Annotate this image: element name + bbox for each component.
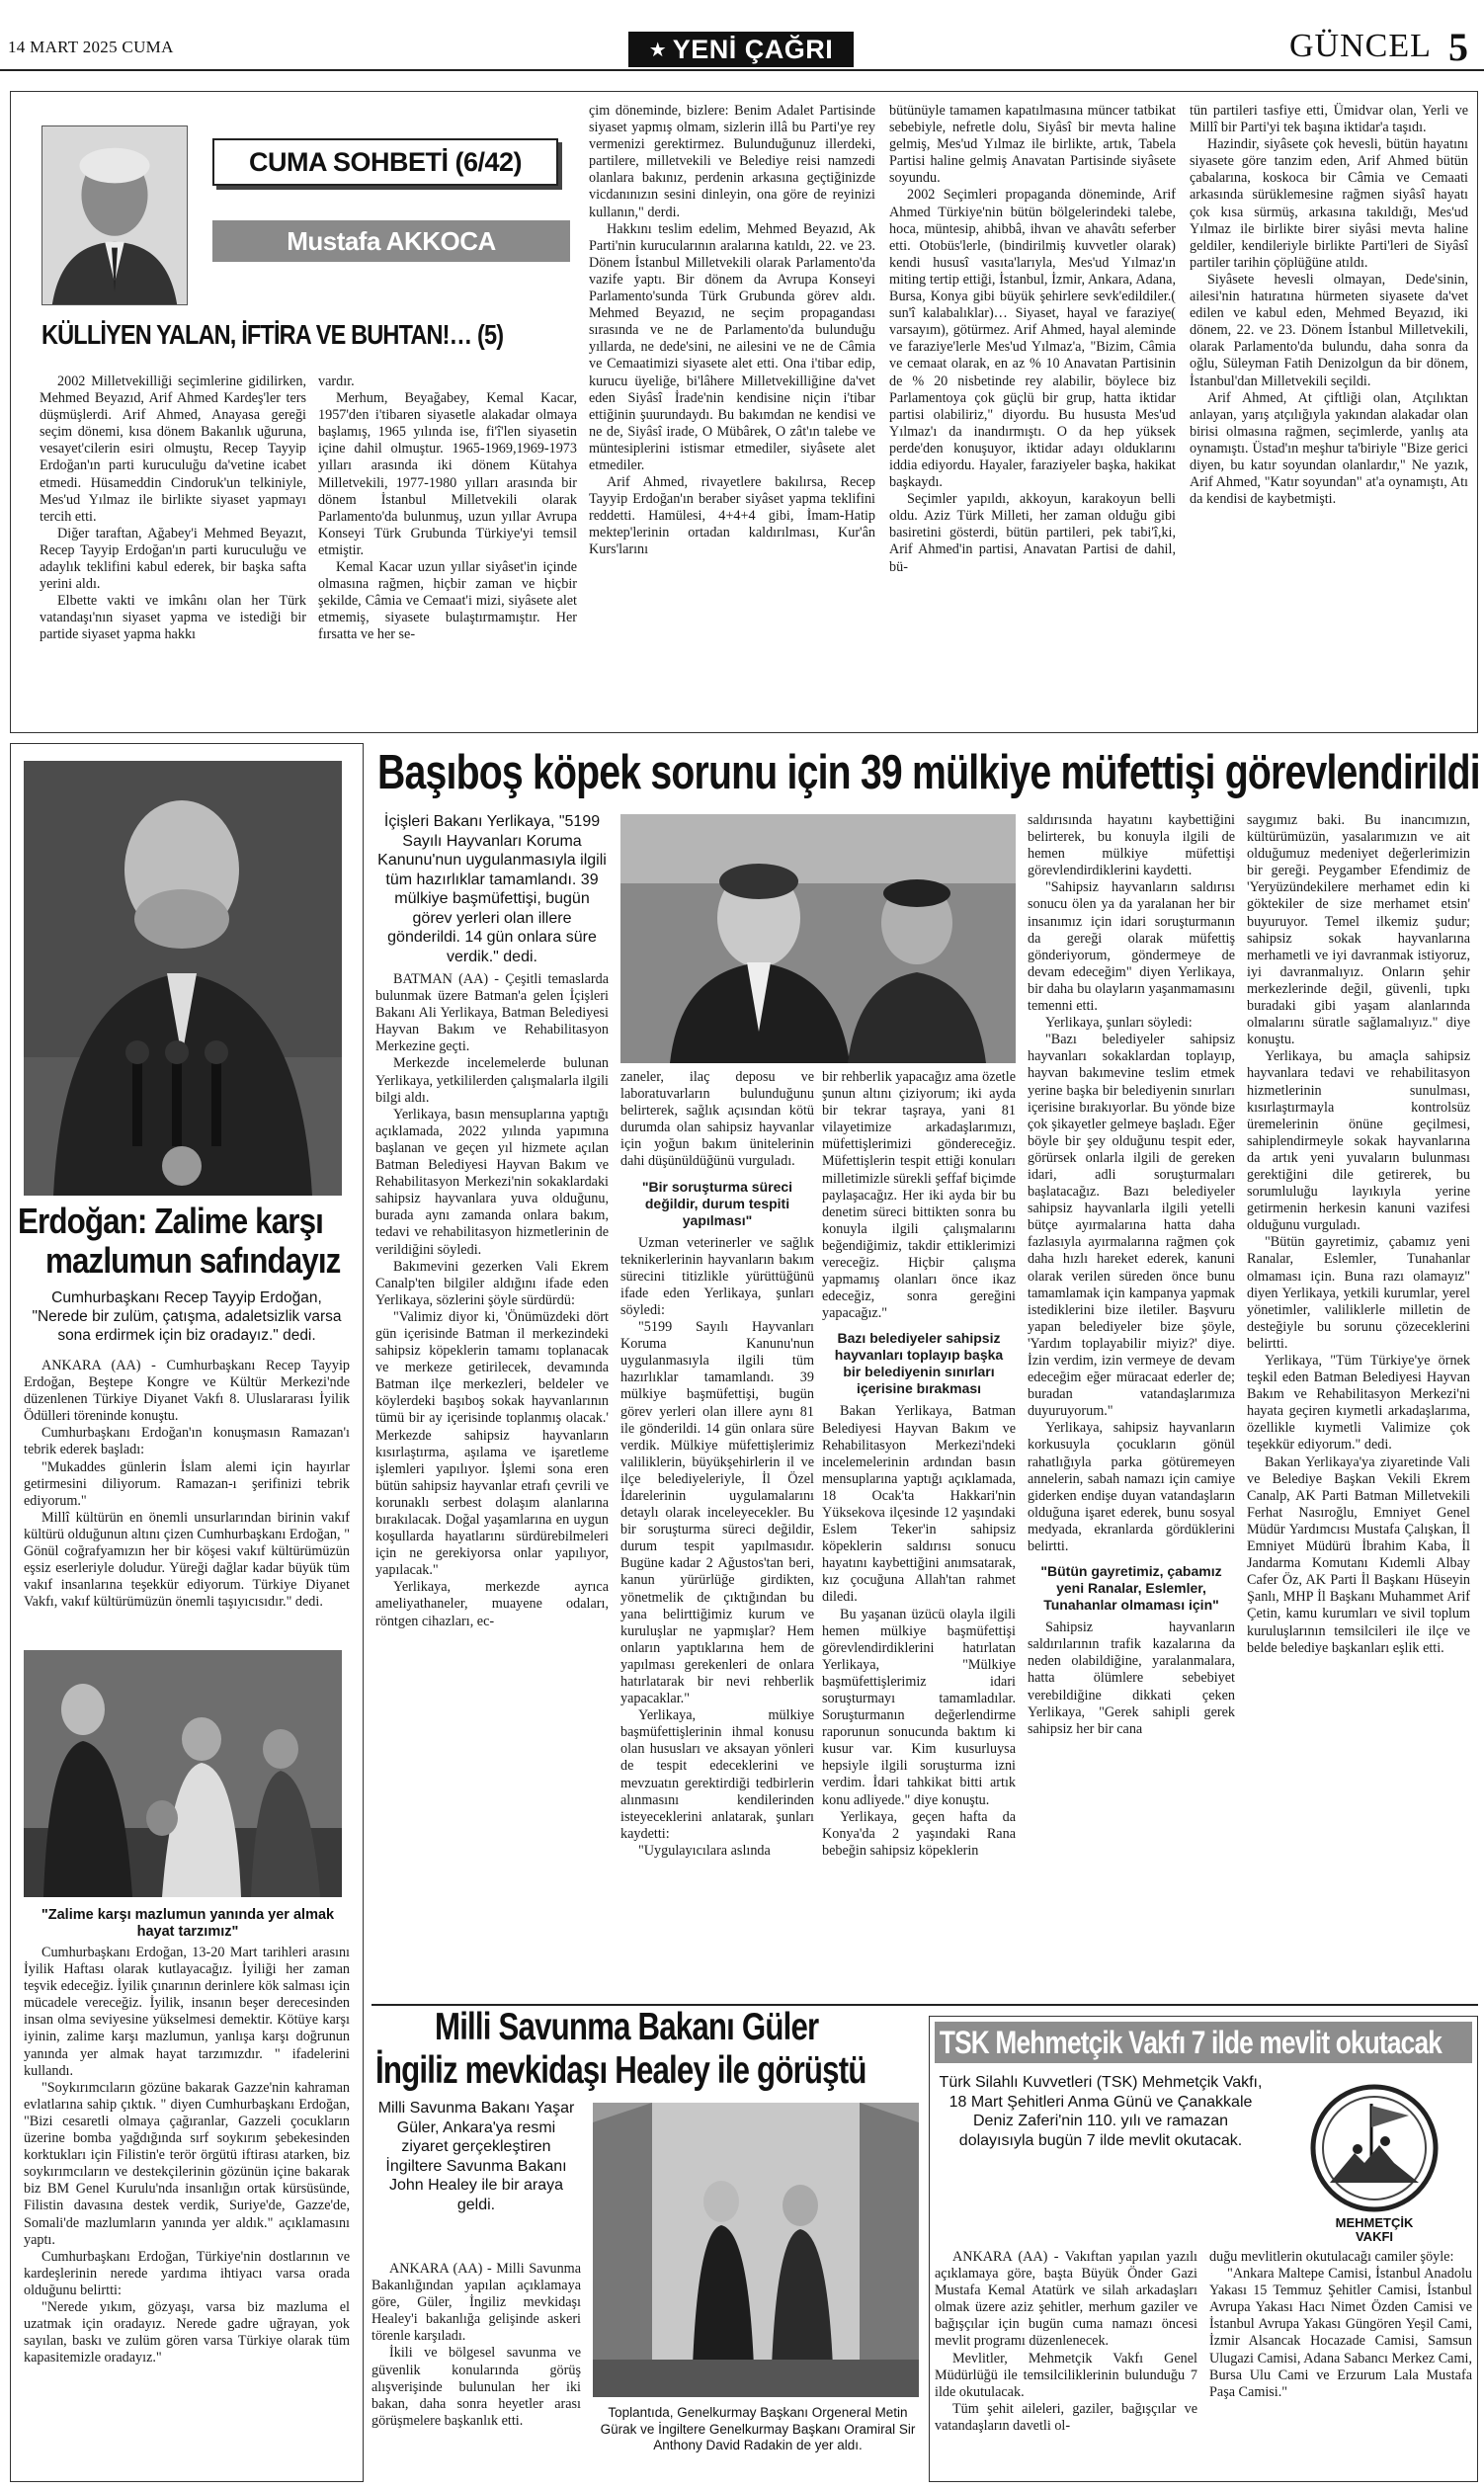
- paragraph: Bu yaşanan üzücü olayla ilgili hemen mülkiye başmüfettişi görevlendirdiklerini hatırlatan Yerlikaya, "Mülkiye başmüfettişlerimiz idari soruşturmayı tamamladılar. Soruşturmanın değerlendirme raporunun sonucunda baktım ki kusur var. Kim kusurluysa hepsiyle ilgili soruşturma izni verdim. İdari tahkikat bitti artık konu adliyede." diye konuştu.: [822, 1606, 1016, 1808]
- guler-body: [371, 2261, 581, 2484]
- paragraph: bütünüyle tamamen kapatılmasına müncer tatbikat sebebiyle, nefretle dolu, Siyâsî bir mevta haline gelmiş, Mes'ud Yılmaz ile birlikte, artık, Tabela Partisi haline gelmiş Anavatan Partisinde siyâsete soyundu.: [889, 103, 1176, 187]
- erdogan-photo: [24, 761, 342, 1196]
- dog-col1: [375, 971, 609, 1994]
- paragraph: "Bütün gayretimiz, çabamız yeni Ranalar, Eslemler, Tunahanlar olmaması için. Buna razı olamayız" diyen Yerlikaya, yetkili kurumlar, yerel yönetimler, valiliklerle milletin de desteğiyle bu sorunu çözeceklerini belirtti.: [1247, 1234, 1470, 1352]
- section-title: GÜNCEL: [1289, 28, 1432, 64]
- paragraph: Bakan Yerlikaya'ya ziyaretinde Vali ve Belediye Başkan Vekili Ekrem Canalp, AK Parti Batman Milletvekili Ferhat Nasıroğlu, Emniyet Genel Müdür Yardımcısı Mustafa Çalışkan, İl Emniyet Müdürü İbrahim Kaba, İl Jandarma Komutanı Kıdemli Albay Cafer Öz, AK Parti İl Başkanı Hüseyin Şanlı, MHP İl Başkanı Muhammet Arif Çetin, kamu kurumları ve sivil toplum kuruluşlarının temsilcileri ile ilçe ve belde belediye başkanları eşlik etti.: [1247, 1453, 1470, 1656]
- column-article-col3: [589, 103, 875, 725]
- paragraph: Yerlikaya, sahipsiz hayvanların korkusuyla çocukların gönül rahatlığıyla parka götüremeyen annelerin, sabah namazı için camiye giderken endişe duyan vatandaşların olduğuna işaret ederek, bunu sosyal medyada, ekranlarda gördüklerini belirtti.: [1028, 1420, 1235, 1555]
- logo-star-icon: ★: [648, 39, 667, 61]
- dog-col4-subhead: "Bütün gayretimiz, çabamız yeni Ranalar, Eslemler, Tunahanlar olmaması için": [1040, 1563, 1222, 1614]
- guler-lead: Milli Savunma Bakanı Yaşar Güler, Ankara'ya resmi ziyaret gerçekleştiren İngiltere Savunma Bakanı John Healey ile bir araya geldi.: [377, 2100, 575, 2213]
- column-article-col5: [1190, 103, 1468, 725]
- mehmetcik-vakfi-logo-text: MEHMETÇİK VAKFI: [1335, 2215, 1414, 2244]
- paragraph: 2002 Milletvekilliği seçimlerine gidilirken, Mehmed Beyazıd, Arif Ahmed Kardeş'ler ters düşmüşlerdi. Arif Ahmed, Anayasa gereği seçim dönemi, kısa dönem Bakanlık uğuruna, vesayet'cilerin esiri olmuştu, Recep Tayyip Erdoğan'ın parti kuruculuğu da'vetine icabet etmedi. Hüsameddin Cindoruk'un telkiniyle, Mes'ud Yılmaz ile birlikte siyaset yapmayı tercih etti.: [40, 374, 306, 525]
- paragraph: BATMAN (AA) - Çeşitli temaslarda bulunmak üzere Batman'a gelen İçişleri Bakanı Ali Yerlikaya, Batman Belediyesi Hayvan Bakım ve Rehabilitasyon Merkezine geçti.: [375, 971, 609, 1055]
- author-photo: [41, 125, 188, 305]
- tsk-col2: [1209, 2249, 1472, 2478]
- paragraph: "Valimiz diyor ki, 'Önümüzdeki dört gün içerisinde Batman il merkezindeki sahipsiz köpeklerin tamamı toplanacak ve merkeze getirilecek, devamında Batman ilçe merkezleri, beldeler ve köylerdeki başıboş sokak hayvanlarının tümü bir ay içerisinde toplanmış olacak.' Merkezde sahipsiz hayvanların kısırlaştırma, aşılama ve işaretleme işlemleri yapılıyor. İşlemi sona eren bütün sahipsiz hayvanlar etrafı çevrili ve korunaklı serbest dolaşım alanlarına bırakılacak. Doğal yaşamlarına en uygun koşullarda hayatlarını sürdürebilmeleri için ne gerekiyorsa onlar yapılıyor, yapılacak.": [375, 1308, 609, 1579]
- paragraph: duğu mevlitlerin okutulacağı camiler şöyle:: [1209, 2249, 1454, 2265]
- paragraph: 2002 Seçimleri propaganda döneminde, Arif Ahmed Türkiye'nin bütün bölgelerindeki talebe, hoca, müntesip, ahibbâ, ihvan ve ahavâtı seferber etti. Otobüs'lerle, (bindirilmiş kuvvetler olarak) kendi hususî vasıta'larıyla, Mes'ud Yılmaz'ın miting tertip ettiği, İstanbul, İzmir, Ankara, Adana, Bursa, Konya gibi büyük şehirlere sevk'edildiler.( sun'î kalabalıklar)… Siyaset, hayal ve faraziye( varsayım), götürmez. Arif Ahmed, hayal aleminde ve faraziye'lerle Mes'ud Yılmaz'a, "Bizim, Câmia ve cemaat olarak, en az % 10 Anavatan Partisinin de % 20 nisbetinde rey alabilir, böylece biz Parlamentoya çok güçlü bir grup, hatta iktidar partisi olabiliriz," diyordu. Bu hususta Mes'ud Yılmaz'ı da inandırmıştı. O da hep yüksek perde'den konuşuyor, iktidar adayı olduklarını iddia ediyordu. Hayaler, faraziyeler başka, hakikat başkaydı.: [889, 187, 1176, 491]
- paragraph: Millî kültürün en önemli unsurlarından birinin vakıf kültürü olduğunun altını çizen Cumhurbaşkanı Erdoğan, " Gönül coğrafyamızın her bir köşesi vakıf kültürümüzün eşsiz eserleriyle doludur. Yüreği dağlar kadar büyük tüm vakıf insanlarına teşekkür ediyorum. Türkiye Diyanet Vakfı, vakıf kültürümüzün önemli taşıyıcısıdır." dedi.: [24, 1509, 350, 1611]
- paragraph: Yerlikaya, mülkiye başmüfettişlerinin ihmal konusu olan hususları ve aksayan yönleri de tespit edeceklerini ve mevzuatın gerektirdiği tedbirlerin alınmasını kendilerinden isteyeceklerini anlatarak, şunları kaydetti:: [620, 1707, 814, 1842]
- paragraph: Siyâsete hevesli olmayan, Dede'sinin, ailesi'nin hatıratına hürmeten siyasete da'vet edilen ve kabul eden, Mehmed Beyazıd, iki dönem, 22. ve 23. Dönem İstanbul Milletvekili, olarak Parlamento'da bulundu, daha sonra da oğlu, Süleyman Fatih Denizolgun da bir dönem, İstanbul'dan Milletvekili seçildi.: [1190, 271, 1468, 389]
- paragraph: Tüm şehit aileleri, gaziler, bağışçılar ve vatandaşların davetli ol-: [935, 2400, 1197, 2434]
- column-author-bar: Mustafa AKKOCA: [212, 220, 570, 262]
- paragraph: Cumhurbaşkanı Erdoğan, 13-20 Mart tarihleri arasını İyilik Haftası olarak kutlayacağız. İyiliği her zaman teşvik edeceğiz. İyilik çınarının derinlere kök salması için mücadele vereceğiz. İyilik, insanın beşer derecesinden insan olma seviyesine yükselmesi demektir. Kötüye karşı iyinin, zalime karşı mazlumun, yanlışa karşı doğrunun yanında yer almak hayat tarzımızdır. " ifadelerini kullandı.: [24, 1945, 350, 2079]
- column-article-col1: [40, 374, 306, 721]
- paragraph: tün partileri tasfiye etti, Ümidvar olan, Yerli ve Millî bir Parti'yi tek başına iktidar'a taşıdı.: [1190, 103, 1468, 136]
- soldiers-flag-icon: [1300, 2084, 1448, 2212]
- tsk-col1: [935, 2249, 1197, 2478]
- paragraph: Hazindir, siyâsete çok hevesli, bütün hayatını siyasete göre tanzim eden, Arif Ahmed bütün çabalarına, koskoca bir Câmia ve Cemaati arkasında sürüklemesine rağmen siyâsî hayatı çok kısa sürmüş, arkasına takıldığı, Mes'ud Yılmaz ile birlikte birer siyâsi mevta haline geldiler, kendileriyle birlikte Parti'leri de Siyâsî partiler tarihin çöplüğüne atıldı.: [1190, 136, 1468, 271]
- erdogan-lead: Cumhurbaşkanı Recep Tayyip Erdoğan, "Nerede bir zulüm, çatışma, adaletsizlik varsa sona erdirmek için biz oradayız." dedi.: [32, 1289, 342, 1344]
- erdogan-body2: [24, 1945, 350, 2476]
- paragraph: Arif Ahmed, At çiftliği olan, Atçılıktan anlayan, yarış atçılığıyla yakından alakadar olan birisi olmasına rağmen, seçimlerde, yanlış ata oynamıştı. Üstad'ın meşhur ta'biriyle "Bize gerici diyen, bu katır soyundan olanlardır," Ne yazık, Arif Ahmed, "Katır soyundan" at'a oynamıştı, Atı da kendisi de kaybetmişti.: [1190, 389, 1468, 508]
- page-number: 5: [1448, 25, 1468, 69]
- tsk-headline-bar: TSK Mehmetçik Vakfı 7 ilde mevlit okutacak: [935, 2022, 1472, 2063]
- dog-col2: [620, 1069, 814, 1998]
- paragraph: ANKARA (AA) - Vakıftan yapılan yazılı açıklamaya göre, başta Büyük Önder Gazi Mustafa Kemal Atatürk ve silah arkadaşları olmak üzere aziz şehitler, merhum gaziler ve bağışçılar için bugün cuma namazı öncesi mevlit programı düzenlenecek.: [935, 2249, 1197, 2350]
- paragraph: Bakan Yerlikaya, Batman Belediyesi Hayvan Bakım ve Rehabilitasyon Merkezi'ndeki incelemelerinin ardından basın mensuplarına yaptığı açıklamada, 18 Ocak'ta Hakkari'nin Yüksekova ilçesinde 12 yaşındaki Eslem Teker'in sahipsiz köpeklerin saldırısı sonucu hayatını kaybettiğini anımsatarak, kız çocuğuna Allah'tan rahmet diledi.: [822, 1403, 1016, 1606]
- paragraph: bir rehberlik yapacağız ama özetle şunun altını çiziyorum; iki ayda bir tekrar taşraya, yani 81 vilayetimize arkadaşlarımızı, müfettişlerimizi göndereceğiz. Müfettişlerin tespit ettiği konuları milletimizle sürekli şeffaf biçimde paylaşacağız. Her iki ayda bir bu denetim süreci bittikten sonra bu konuyla ilgili çalışmalarını beğendiğimiz, takdir ettiklerimizi vereceğiz. Hiçbir çalışma yapmamış olanları önce ikaz edeceğiz, sonra gereğini yapacağız.": [822, 1069, 1016, 1322]
- paragraph: "Uygulayıcılara aslında: [638, 1842, 771, 1859]
- paragraph: "Soykırımcıların gözüne bakarak Gazze'nin kahraman evlatlarına sahip çıktık. " diyen Cumhurbaşkanı Erdoğan, "Bizi cesaretli olmaya çağıranlar, Gazzeli çocukların üzerine bomba yağdığında sırf soykırım şebekesinden korktukları için Filistin'e terör örgütü iftirası atarken, biz soykırımcıların ve destekçilerinin gözünün içine bakarak biz BM Genel Kurulu'nda insanlığın ortak kürsüsünde, Filistin davasına destek verdik, Suriye'de, Gazze'de, Somali'de mazlumların yanında yer aldık." açıklamasını yaptı.: [24, 2079, 350, 2248]
- dog-col4: [1028, 812, 1235, 1998]
- paragraph: ANKARA (AA) - Cumhurbaşkanı Recep Tayyip Erdoğan, Beştepe Kongre ve Kültür Merkezi'nde düzenlenen Türkiye Diyanet Vakfı 8. Uluslararası İyilik Ödülleri töreninde konuştu.: [24, 1358, 350, 1425]
- paragraph: "Ankara Maltepe Camisi, İstanbul Anadolu Yakası 15 Temmuz Şehitler Camisi, İstanbul Avrupa Yakası Hacı Nimet Özden Camisi ve İstanbul Avrupa Yakası Güngören Yeşil Cami, İzmir Alsancak Hocazade Camisi, Samsun Ulugazi Camisi, Adana Sabancı Merkez Cami, Bursa Ulu Cami ve Erzurum Lala Mustafa Paşa Camisi.": [1209, 2266, 1472, 2400]
- paragraph: Uzman veterinerler ve sağlık teknikerlerinin hayvanların bakım sürecini titizlikle yürüttüğünü ifade eden Yerlikaya, şunları söyledi:: [620, 1234, 814, 1318]
- paragraph: zaneler, ilaç deposu ve laboratuvarların bulunduğunu belirterek, sağlık açısından kötü durumda olan sahipsiz hayvanlar için yoğun bakım ünitelerinin dahi düşünüldüğünü vurguladı.: [620, 1069, 814, 1170]
- paragraph: saygımız baki. Bu inancımızın, kültürümüzün, yasalarımızın ve ait olduğumuz medeniyet değerlerimizin bir gereği. Peygamber Efendimiz de 'Yeryüzündekilere merhamet edin ki göktekiler de size merhamet etsin' buyuruyor. Temel ilkemiz şudur; sahipsiz sokak hayvanlarına merhametli ve iyi davranmak istiyoruz, iyi davranmalıyız. Onların şehir merkezlerinde değil, güvenli, tıpkı buradaki gibi yaşam alanlarında olmalarını süratle sağlamalıyız." diye konuştu.: [1247, 812, 1470, 1048]
- erdogan-body1: [24, 1358, 350, 1654]
- paragraph: "Sahipsiz hayvanların saldırısı sonucu ölen ya da yaralanan her bir insanımız için idari soruşturmanın da gereği olarak müfettiş gönderiyorum, göndermeye de devam edeceğim" diyen Yerlikaya, bir daha bu olayların yaşanmamasını temenni etti.: [1028, 879, 1235, 1015]
- paragraph: Yerlikaya, bu amaçla sahipsiz hayvanlara tedavi ve rehabilitasyon hizmetlerinin sunulması, kısırlaştırmayla kontrolsüz üremelerinin önüne geçilmesi, sahiplendirmeyle sokak hayvanlarına da artık yeni yuvaların bulunması gerektiğini dile getirerek, bu sorumluluğu layıkıyla yerine getirmenin herkesin kanuni vazifesi olduğunu vurguladı.: [1247, 1048, 1470, 1234]
- dog-col3-subhead: Bazı belediyeler sahipsiz hayvanları toplayıp başka bir belediyenin sınırları içerisine bırakması: [834, 1330, 1004, 1397]
- erdogan-headline: Erdoğan: Zalime karşı mazlumun safındayız: [18, 1201, 341, 1281]
- paragraph: Diğer taraftan, Ağabey'i Mehmed Beyazıt, Recep Tayyip Erdoğan'ın parti kuruculuğu ve adaylık teklifini kabul ederek, bir başka safta yerini aldı.: [40, 525, 306, 593]
- paragraph: vardır.: [318, 374, 355, 389]
- masthead-rule: [0, 69, 1484, 71]
- dog-col2-subhead: "Bir soruşturma süreci değildir, durum tespiti yapılması": [641, 1178, 793, 1228]
- dog-headline: Başıboş köpek sorunu için 39 mülkiye müfettişi görevlendirildi: [377, 746, 1480, 799]
- paragraph: Merhum, Beyağabey, Kemal Kacar, 1957'den i'tibaren siyasetle alakadar olmaya başlamış, 1965 yılında ise, fi'î'len siyasetin içine dahil olmuştur. 1965-1969,1969-1973 yılları arasında iki dönem Kütahya Milletvekili, 1977-1980 yılları arasında bir dönem İstanbul Milletvekili olarak Parlamento'da bulunmuş, uzun yıllar Avrupa Konseyi Türk Grubunda Türkiye'yi temsil etmiştir.: [318, 390, 577, 558]
- paragraph: Kemal Kacar uzun yıllar siyâset'in içinde olmasına rağmen, hiçbir zaman ve hiçbir şekilde, Câmia ve Cemaat'i mizi, siyâsete alet etmemiş, siyasete bulaştırmamıştır. Her fırsatta ve her se-: [318, 559, 577, 643]
- paragraph: "Mukaddes günlerin İslam alemi için hayırlar getirmesini diliyorum. Ramazan-ı şerifinizi tebrik ediyorum.": [24, 1458, 350, 1509]
- paragraph: Elbette vakti ve imkânı olan her Türk vatandaşı'nın siyaset yapma ve istediği bir partide siyaset yapma hakkı: [40, 593, 306, 643]
- paragraph: Mevlitler, Mehmetçik Vakfı Genel Müdürlüğü ile temsilciliklerinin bulunduğu 7 ilde okutulacak.: [935, 2350, 1197, 2400]
- paragraph: "5199 Sayılı Hayvanları Koruma Kanunu'nun uygulanmasıyla ilgili tüm hazırlıklar tamamlandı. 39 mülkiye başmüfettişi, bugün görev yerleri olan illere aynı 81 ile gönderildi. 14 gün onlara süre verdik. Mülkiye müfettişlerimiz valiliklerin, büyükşehirlerin il ve ilçe belediyeleriyle, İl Özel İdarelerinin uygulamalarını detaylı olarak inceleyecekler. Bu bir soruşturma süreci değildir, durum tespit yapılmasıdır. Bugüne kadar 2 Ağustos'tan beri, kanun yürürlüğe girdikten, yönetmelik de çıktığından bu yana belirttiğimiz kurum ve kuruluşlar ne yapmışlar? Hem onların yaptıklarına hem de yapılması gerekenleri de onlara hatırlatarak bir nevi rehberlik yapacaklar.": [620, 1319, 814, 1707]
- paragraph: Yerlikaya, şunları söyledi:: [1045, 1015, 1193, 1032]
- column-headline: KÜLLİYEN YALAN, İFTİRA VE BUHTAN!… (5): [41, 319, 504, 350]
- yerlikaya-photo: [620, 814, 1016, 1063]
- paragraph: Seçimler yapıldı, akkoyun, karakoyun belli oldu. Aziz Türk Milleti, her zaman olduğu gibi basiretini gösterdi, bütün partileri, pek tabi'î,ki, Arif Ahmed'in partisi, Anavatan Partisi de dahil, bü-: [889, 491, 1176, 575]
- paragraph: Bakımevini gezerken Vali Ekrem Canalp'ten bilgiler aldığını ifade eden Yerlikaya, sözlerini şöyle sürdürdü:: [375, 1258, 609, 1308]
- mehmetcik-vakfi-logo: [1277, 2069, 1472, 2259]
- paragraph: "Bazı belediyeler sahipsiz hayvanları sokaklardan toplayıp, hayvan bakımevine teslim etmek yerine başka bir belediyenin sınırları içerisine bırakıyorlar. Bu yönde bize çok şikayetler gelmeye başladı. Eğer böyle bir şey olduğunu tespit eder, görürsek onlarla ilgili de gereken idari, adli soruşturmaları başlatacağız. Bazı belediyeler sahipsiz hayvanlarla ilgili yetelli bütçe ayırmalarına hatta daha fazlasıyla ayırmalarına rağmen çok daha hızlı hareket ederek, kanuni olarak verilen süreden önce bunu tamamlamak için kampanya yapmak istediklerini bize iletiler. Başvuru yapan belediyeler bize şöyle, 'Yardım toplayabilir miyiz?' diye. İzin verdim, izin vermeye de devam edeceğim eğer müracaat ederler de; buradan vatandaşlarımıza duyuruyorum.": [1028, 1032, 1235, 1420]
- column-article-col4: [889, 103, 1176, 725]
- paragraph: Sahipsiz hayvanların saldırılarının trafik kazalarına da neden olabildiğine, yaralanmalara, hatta ölümlere sebebiyet verebildiğine dikkati çeken Yerlikaya, "Gerek sahipli gerek sahipsiz her bir cana: [1028, 1619, 1235, 1737]
- paragraph: Yerlikaya, "Tüm Türkiye'ye örnek teşkil eden Batman Belediyesi Hayvan Bakım ve Rehabilitasyon Merkezi'ni hayata geçiren kıymetli arkadaşlarıma, özellikle kıymetli Valimize çok teşekkür ediyorum." dedi.: [1247, 1353, 1470, 1453]
- guler-headline: Milli Savunma Bakanı Güler İngiliz mevkidaşı Healey ile görüştü: [375, 2006, 866, 2092]
- paragraph: Arif Ahmed, rivayetlere bakılırsa, Recep Tayyip Erdoğan'ın beraber siyâset yapma teklifini reddetti. Hamülesi, 4+4+4 gibi, İmam-Hatip mektep'lerinin ortadan kaldırılması, Kur'ân Kurs'larını: [589, 474, 875, 558]
- column-series-label: CUMA SOHBETİ (6/42): [212, 138, 558, 186]
- dog-col5: [1247, 812, 1470, 1998]
- paragraph: Hakkını teslim edelim, Mehmed Beyazıd, Ak Parti'nin kurucularının aralarına katıldı, 22. ve 23. Dönem İstanbul Milletvekili olarak Parlamento'da vazife yaptı. Bir dönem da Avrupa Konseyi Parlamento'sunda Türk Grubunda görev aldı. Mehmed Beyazıd, ne seçim propagandası sırasında ve ne de Parlamento'da bulunduğu yıllarda, ne dede'sini, ne ailesini ve ne de Câmia ve Cemaatimizi siyasete alet etti. Ona i'tibar edip, kurucu üyeliğe, bi'lâhere Milletvekilliğine da'vet eden Siyâsî İrade'nin kendisine niçin i'tibar ettiğinin şuurundaydı. Bu bakımdan ne kendisi ve ne de, Siyâsî irade, O Mübârek, O zât'ın talebe ve müntesiplerini istismar etmediler, siyâsete alet etmediler.: [589, 220, 875, 473]
- column-article-col2: [318, 374, 577, 721]
- paragraph: Merkezde incelemelerde bulunan Yerlikaya, yetkililerden çalışmalarla ilgili bilgi aldı.: [375, 1055, 609, 1106]
- erdogan-subhead: "Zalime karşı mazlumun yanında yer almak hayat tarzımız": [41, 1907, 335, 1940]
- paragraph: Yerlikaya, geçen hafta da Konya'da 2 yaşındaki Rana bebeğin sahipsiz köpeklerin: [822, 1808, 1016, 1859]
- paragraph: saldırısında hayatını kaybettiğini belirterek, bu konuyla ilgili de hemen mülkiye müfettişi görevlendirdiklerini kaydetti.: [1028, 812, 1235, 879]
- erdogan-crowd-photo: [24, 1650, 342, 1897]
- paragraph: Yerlikaya, basın mensuplarına yaptığı açıklamada, 2022 yılında yapımına başlanan ve geçen yıl hizmete açılan Batman Belediyesi Hayvan Bakım ve Rehabilitasyon Merkezi'nin sokaklardaki sahipsiz hayvanlara yuva olduğunu, burada aynı zamanda onlara bakım, tedavi ve rehabilitasyon hizmetlerinin de verildiğini söyledi.: [375, 1106, 609, 1258]
- paragraph: Cumhurbaşkanı Erdoğan, Türkiye'nin dostlarının ve kardeşlerinin nerede yardıma ihtiyacı varsa orada olduğunu belirtti:: [24, 2248, 350, 2298]
- guler-photo-caption: Toplantıda, Genelkurmay Başkanı Orgeneral Metin Gürak ve İngiltere Genelkurmay Başkanı Oramiral Sir Anthony David Radakin de yer aldı.: [600, 2405, 916, 2452]
- paragraph: Yerlikaya, merkezde ayrıca ameliyathaneler, muayene odaları, röntgen cihazları, ec-: [375, 1579, 609, 1629]
- paragraph: ANKARA (AA) - Milli Savunma Bakanlığından yapılan açıklamaya göre, Güler, İngiliz mevkidaşı Healey'i bakanlığa gelişinde askeri törenle karşıladı.: [371, 2261, 581, 2345]
- paragraph: Cumhurbaşkanı Erdoğan'ın konuşmasın Ramazan'ı tebrik ederek başladı:: [24, 1425, 350, 1458]
- masthead-date: 14 MART 2025 CUMA: [8, 38, 174, 56]
- newspaper-logo[interactable]: ★ YENİ ÇAĞRI: [628, 32, 854, 67]
- dog-lead: İçişleri Bakanı Yerlikaya, "5199 Sayılı Hayvanları Koruma Kanunu'nun uygulanmasıyla ilgili tüm hazırlıklar tamamlandı. 39 mülkiye başmüfettişi, bugün görev yerleri olan illere gönderildi. 14 gün onlara süre verdik." dedi.: [377, 813, 607, 965]
- guler-healey-photo: [593, 2103, 919, 2397]
- dog-col3: [822, 1069, 1016, 1998]
- tsk-lead: Türk Silahlı Kuvvetleri (TSK) Mehmetçik Vakfı, 18 Mart Şehitleri Anma Günü ve Çanakkale Deniz Zaferi'nin 110. yılı ve ramazan dolayısıyla bugün 7 ilde mevlit okutacak.: [939, 2074, 1263, 2149]
- paragraph: İkili ve bölgesel savunma ve güvenlik konularında görüş alışverişinde bulunulan her iki bakan, daha sonra heyetler arası görüşmelere başkanlık etti.: [371, 2345, 581, 2429]
- paragraph: çim döneminde, bizlere: Benim Adalet Partisinde siyaset yapmış olmam, sizlerin illâ bu Parti'ye rey vermenizi gerektirmez. Bulunduğunuz illerdeki, partilere, milletvekili ve Belediye reisi namzedi olanlara bakınız, perdenin arkasına geçtiğinizde vicdanınızın sesini dinleyin, ona göre de reyinizi kullanın," derdi.: [589, 103, 875, 220]
- paragraph: "Nerede yıkım, gözyaşı, varsa biz mazluma el uzatmak için oradayız. Nerede gadre uğrayan, yok sayılan, baskı ve zulüm gören varsa Türkiye olarak tüm kapasitemizle oradayız.": [24, 2298, 350, 2366]
